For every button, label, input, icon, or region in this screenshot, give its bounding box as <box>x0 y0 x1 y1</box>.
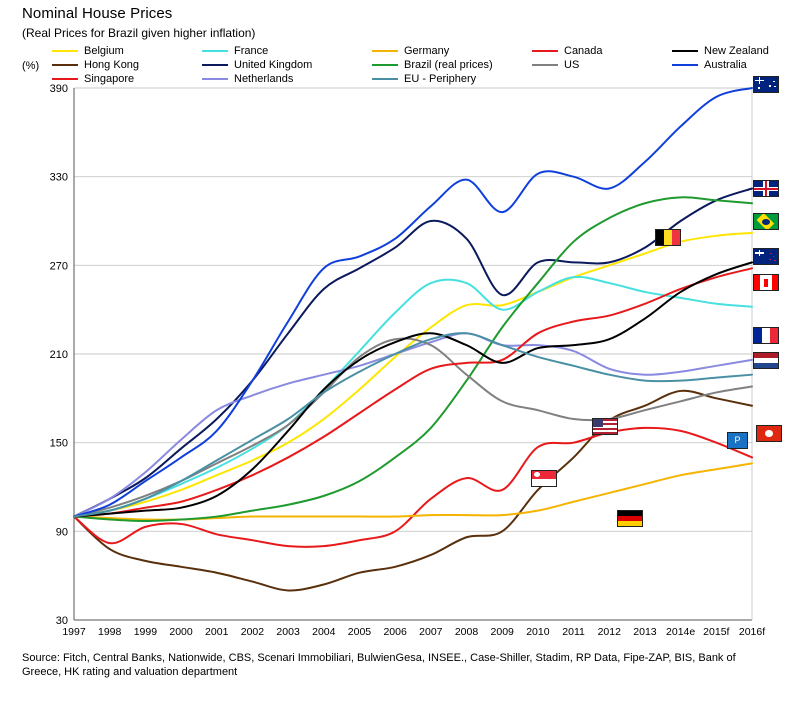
legend-label: Singapore <box>84 73 135 85</box>
y-axis-tick-label: 210 <box>49 349 68 361</box>
x-axis-tick-label: 2015f <box>703 626 730 638</box>
legend-item-new-zealand <box>672 45 792 57</box>
legend-item-us <box>532 59 672 71</box>
marker-eu-periphery: P <box>727 432 748 449</box>
legend-item-belgium <box>52 45 202 57</box>
legend-swatch <box>52 50 78 52</box>
flag-netherlands <box>753 352 779 369</box>
legend-swatch <box>372 64 398 66</box>
x-axis-tick-label: 2000 <box>169 626 193 638</box>
flag-france <box>753 327 779 344</box>
x-axis-tick-label: 2010 <box>526 626 550 638</box>
flag-hong-kong <box>756 425 782 442</box>
legend-label: Australia <box>704 59 747 71</box>
legend-label: France <box>234 45 269 57</box>
x-axis-tick-label: 2006 <box>383 626 407 638</box>
x-axis-tick-label: 2001 <box>205 626 229 638</box>
x-axis-tick-label: 2013 <box>633 626 657 638</box>
y-axis-tick-label: 270 <box>49 260 68 273</box>
legend-swatch <box>52 64 78 66</box>
flag-us <box>592 418 618 435</box>
legend-item-hong-kong <box>52 59 202 71</box>
y-axis-unit: (%) <box>22 60 40 72</box>
y-axis-tick-label: 150 <box>49 437 68 450</box>
legend-row <box>52 44 792 58</box>
legend-item-brazil <box>372 59 532 71</box>
legend-swatch <box>372 50 398 52</box>
legend-item-canada <box>532 45 672 57</box>
flag-brazil <box>753 213 779 230</box>
x-axis-tick-label: 2002 <box>240 626 265 638</box>
legend-swatch <box>532 64 558 66</box>
legend-label: Belgium <box>84 45 124 57</box>
y-axis-tick-label: 390 <box>49 83 68 95</box>
x-axis-tick-label: 2009 <box>490 626 514 638</box>
legend-label: EU - Periphery <box>404 73 477 85</box>
x-axis-tick-label: 2004 <box>312 626 336 638</box>
legend-swatch <box>672 50 698 52</box>
legend-item-france <box>202 45 372 57</box>
y-axis-tick-label: 30 <box>55 615 68 627</box>
legend-item-germany <box>372 45 532 57</box>
y-axis-tick-label: 90 <box>55 526 68 539</box>
source-line-1: Source: Fitch, Central Banks, Nationwide, CBS, Scenari Immobiliari, BulwienGesa, INSEE., Case-Shiller, Stadim, RP Data, Fipe-ZAP, BIS, Bank of <box>22 652 736 664</box>
flag-united-kingdom <box>753 180 779 197</box>
flag-germany <box>617 510 643 527</box>
x-axis-tick-label: 2008 <box>454 626 479 638</box>
flag-new-zealand <box>753 248 779 265</box>
x-axis-tick-label: 2014e <box>666 626 696 638</box>
legend-swatch <box>202 50 228 52</box>
flag-canada <box>753 274 779 291</box>
source-note <box>22 651 787 679</box>
legend-item-united-kingdom <box>202 59 372 71</box>
legend-swatch <box>532 50 558 52</box>
chart-svg <box>44 78 780 648</box>
x-axis-tick-label: 1997 <box>62 626 86 638</box>
legend-label: Brazil (real prices) <box>404 59 493 71</box>
legend-label: New Zealand <box>704 45 769 57</box>
flag-belgium <box>655 229 681 246</box>
source-line-2: Greece, HK rating and valuation department <box>22 666 238 678</box>
x-axis-tick-label: 2003 <box>276 626 300 638</box>
legend-label: Germany <box>404 45 450 57</box>
legend-swatch <box>202 64 228 66</box>
page-subtitle: (Real Prices for Brazil given higher inflation) <box>22 26 256 40</box>
x-axis-tick-label: 1998 <box>98 626 122 638</box>
y-axis-tick-label: 330 <box>49 171 68 184</box>
legend-label: Netherlands <box>234 73 294 85</box>
legend-label: Hong Kong <box>84 59 140 71</box>
legend-item-australia <box>672 59 792 71</box>
legend-label: US <box>564 59 580 71</box>
legend-label: Canada <box>564 45 603 57</box>
chart-plot-area <box>44 78 780 648</box>
x-axis-tick-label: 2005 <box>347 626 372 638</box>
x-axis-tick-label: 2016f <box>738 626 766 638</box>
flag-australia <box>753 76 779 93</box>
x-axis-tick-label: 2011 <box>562 626 585 638</box>
x-axis-tick-label: 1999 <box>133 626 158 638</box>
flag-singapore <box>531 470 557 487</box>
legend-swatch <box>672 64 698 66</box>
legend-label: United Kingdom <box>234 59 313 71</box>
x-axis-tick-label: 2012 <box>597 626 621 638</box>
page-title: Nominal House Prices <box>22 5 173 22</box>
legend-row <box>52 58 792 72</box>
x-axis-tick-label: 2007 <box>419 626 443 638</box>
